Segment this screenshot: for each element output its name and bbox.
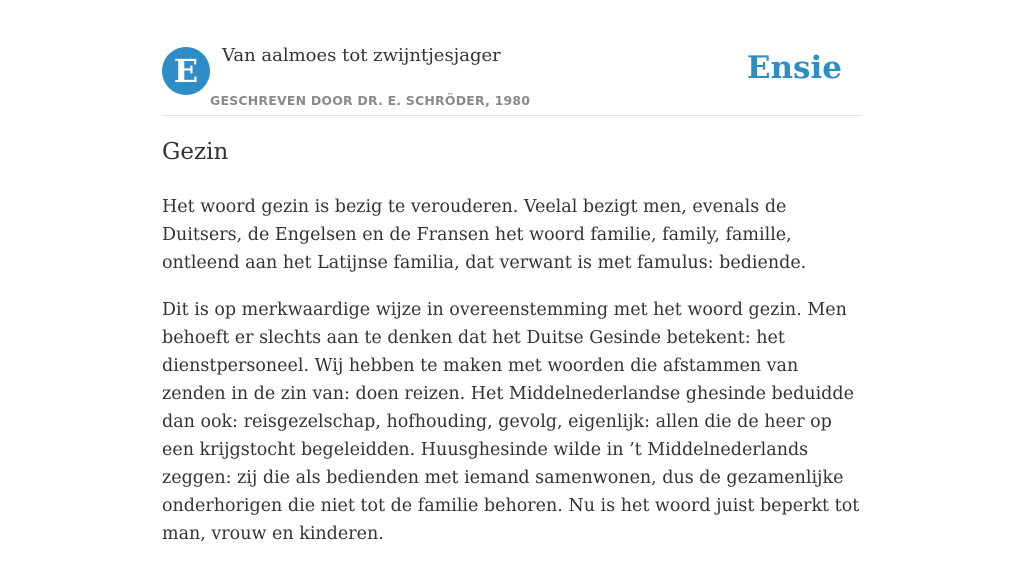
entry-title: Gezin (162, 139, 229, 165)
paragraph: Dit is op merkwaardige wijze in overeenstemming met het woord gezin. Men behoeft er slechts aan te denken dat het Duitse Gesinde betekent: het dienstpersoneel. Wij hebben te maken met woorden die afstammen van zenden in de zin van: doen reizen. Het Middelnederlandse ghesinde beduidde dan ook: reisgezelschap, hofhouding, gevolg, eigenlijk: allen die de heer op een krijgstocht begeleidden. Huusghesinde wilde in ’t Middelnederlands zeggen: zij die als bedienden met iemand samenwonen, dus de gezamenlijke onderhorigen die niet tot de familie behoren. Nu is het woord juist beperkt tot man, vrouw en kinderen. (162, 300, 860, 544)
book-title[interactable]: Van aalmoes tot zwijntjesjager (222, 45, 501, 66)
paragraph: Het woord gezin is bezig te verouderen. Veelal bezigt men, evenals de Duitsers, de Engelsen en de Fransen het woord familie, family, famille, ontleend aan het Latijnse familia, dat verwant is met famulus: bediende. (162, 197, 807, 273)
brand-wordmark[interactable]: Ensie (746, 50, 842, 86)
entry-body (162, 193, 867, 567)
header (162, 0, 862, 116)
byline: GESCHREVEN DOOR DR. E. SCHRÖDER, 1980 (210, 93, 531, 108)
content-column (162, 0, 862, 544)
ensie-logo[interactable]: E (162, 47, 210, 95)
